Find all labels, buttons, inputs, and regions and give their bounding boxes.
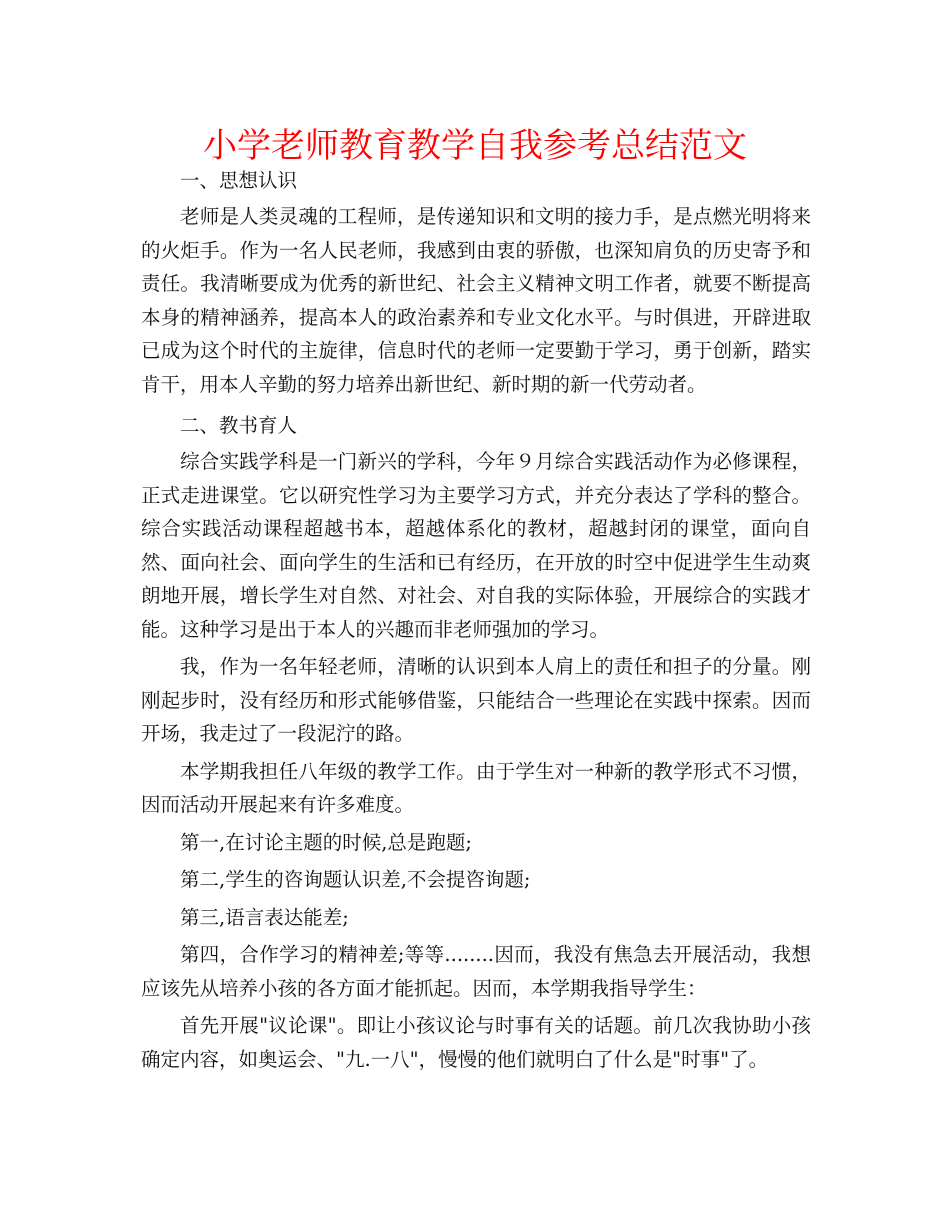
paragraph: 我，作为一名年轻老师，清晰的认识到本人肩上的责任和担子的分量。刚刚起步时，没有经历和形式能够借鉴，只能结合一些理论在实践中探索。因而开场，我走过了一段泥泞的路。 [141, 655, 811, 745]
paragraph: 老师是人类灵魂的工程师，是传递知识和文明的接力手，是点燃光明将来的火炬手。作为一名人民老师，我感到由衷的骄傲，也深知肩负的历史寄予和责任。我清晰要成为优秀的新世纪、社会主义精神文明工作者，就要不断提高本身的精神涵养，提高本人的政治素养和专业文化水平。与时俱进，开辟进取已成为这个时代的主旋律，信息时代的老师一定要勤于学习，勇于创新，踏实肯干，用本人辛勤的努力培养出新世纪、新时期的新一代劳动者。 [141, 205, 811, 396]
paragraph: 第三,语言表达能差; [180, 905, 349, 929]
paragraph: 第四，合作学习的精神差;等等........因而，我没有焦急去开展活动，我想应该先从培养小孩的各方面才能抓起。因而，本学期我指导学生： [141, 943, 811, 1000]
document-title: 小学老师教育教学自我参考总结范文 [203, 126, 747, 166]
paragraph: 本学期我担任八年级的教学工作。由于学生对一种新的教学形式不习惯，因而活动开展起来有许多难度。 [141, 759, 811, 816]
paragraph: 第一,在讨论主题的时候,总是跑题; [180, 830, 472, 854]
document-body [141, 166, 811, 1076]
section-heading: 二、教书育人 [180, 414, 298, 437]
paragraph: 首先开展"议论课"。即让小孩议论与时事有关的话题。前几次我协助小孩确定内容，如奥运会、"九.一八"，慢慢的他们就明白了什么是"时事"了。 [141, 1014, 811, 1071]
section-heading: 一、思想认识 [180, 169, 298, 192]
paragraph: 第二,学生的咨询题认识差,不会提咨询题; [180, 868, 531, 891]
paragraph: 综合实践学科是一门新兴的学科，今年９月综合实践活动作为必修课程，正式走进课堂。它以研究性学习为主要学习方式，并充分表达了学科的整合。综合实践活动课程超越书本，超越体系化的教材，超越封闭的课堂，面向自然、面向社会、面向学生的生活和已有经历，在开放的时空中促进学生生动爽朗地开展，增长学生对自然、对社会、对自我的实际体验，开展综合的实践才能。这种学习是出于本人的兴趣而非老师强加的学习。 [141, 450, 811, 641]
